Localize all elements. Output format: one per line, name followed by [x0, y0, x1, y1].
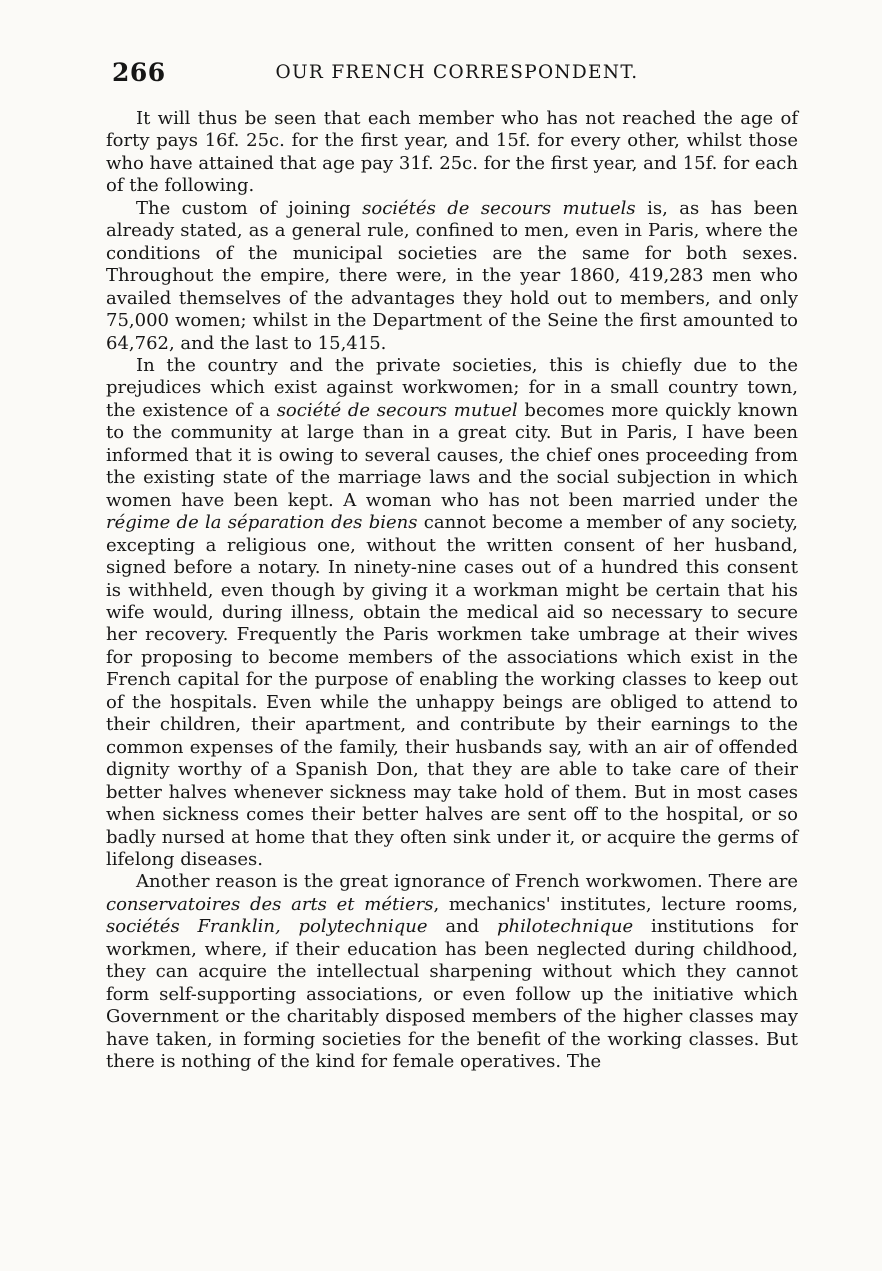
text-run: is, as has been already stated, as a general rule, confined to men, even in Paris, where the conditions of the municipal societies are the same for both sexes. Throughout the empire, there were, in the year 1860, 419,283 men who availed themselves of the advantages they hold out to members, and only 75,000 women; whilst in the Department of the Seine the first amounted to 64,762, and the last to 15,415.	[106, 197, 799, 354]
paragraph	[106, 198, 798, 355]
text-run: cannot become a member of any society, excepting a religious one, without the written consent of her husband, signed before a notary. In ninety-nine cases out of a hundred this consent is withheld, even though by giving it a workman might be certain that his wife would, during illness, obtain the medical aid so necessary to secure her recovery. Frequently the Paris workmen take umbrage at their wives for proposing to become members of the associations which exist in the French capital for the purpose of enabling the working classes to keep out of the hospitals. Even while the unhappy beings are obliged to attend to their children, their apartment, and contribute by their earnings to the common expenses of the family, their husbands say, with an air of offended dignity worthy of a Spanish Don, that they are able to take care of their better halves whenever sickness may take hold of them. But in most cases when sickness comes their better halves are sent off to the hospital, or so badly nursed at home that they often sink under it, or acquire the germs of lifelong diseases.	[106, 512, 798, 870]
text-run: , mechanics' institutes, lecture rooms,	[433, 893, 798, 915]
text-run: The custom of joining	[136, 197, 363, 219]
foreign-term: conservatoires des arts et métiers	[106, 893, 434, 915]
foreign-term: sociétés Franklin, polytechnique	[106, 916, 428, 938]
text-run: It will thus be seen that each member who has not reached the age of forty pays 16f. 25c. for the first year, and 15f. for every other, whilst those who have attained that age pay 31f. 25c. for the first year, and 15f. for each of the following.	[106, 108, 798, 197]
text-run: Another reason is the great ignorance of French workwomen. There are	[136, 871, 798, 893]
text-run: In the country and the private societies, this is chiefly due to the prejudices which exist against workwomen; for in a small country town, the existence of a	[106, 354, 798, 421]
text-run: and	[427, 916, 498, 938]
text-run: becomes more quickly known to the community at large than in a great city. But in Paris, I have been informed that it is owing to several causes, the chief ones proceeding from the existing state of the marriage laws and the social subjection in which women have been kept. A woman who has not been married under the	[106, 399, 798, 511]
paragraph	[106, 108, 798, 198]
foreign-term: sociétés de secours mutuels	[362, 197, 636, 219]
page-number: 266	[112, 58, 166, 87]
running-head: OUR FRENCH CORRESPONDENT.	[275, 62, 639, 83]
paragraph	[106, 871, 798, 1073]
paragraph	[106, 355, 798, 871]
body-text	[106, 108, 798, 1073]
page-header	[112, 58, 802, 88]
foreign-term: philotechnique	[497, 916, 634, 938]
foreign-term: régime de la séparation des biens	[106, 512, 418, 534]
foreign-term: société de secours mutuel	[276, 399, 518, 421]
text-run: institutions for workmen, where, if their education has been neglected during childhood, they can acquire the intellectual sharpening without which they cannot form self-supporting associations, or even follow up the initiative which Government or the charitably disposed members of the higher classes may have taken, in forming societies for the benefit of the working classes. But there is nothing of the kind for female operatives. The	[106, 916, 799, 1073]
